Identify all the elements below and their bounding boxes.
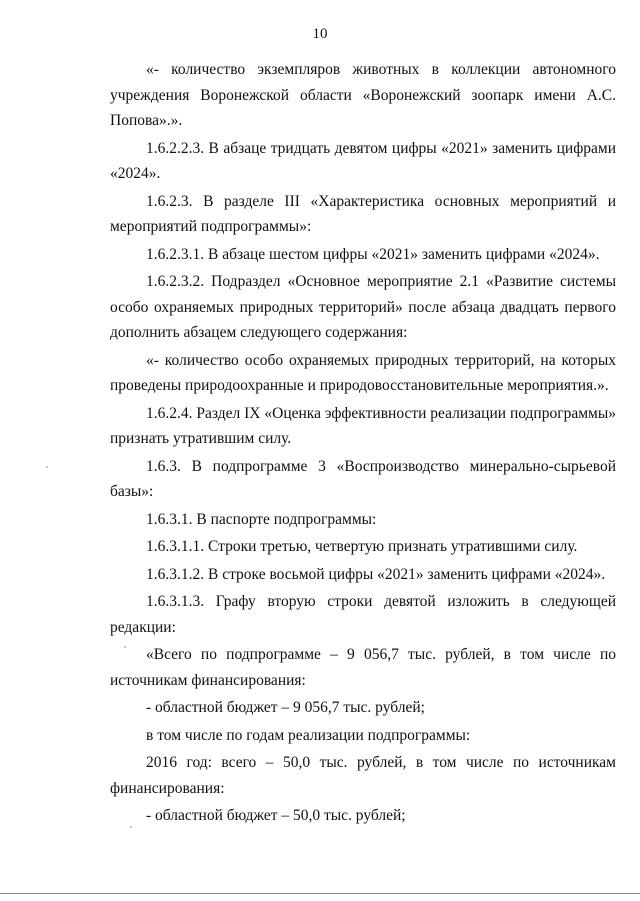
paragraph: - областной бюджет – 50,0 тыс. рублей;	[146, 807, 406, 824]
paragraph: 1.6.2.3.1. В абзаце шестом цифры «2021» заменить цифрами «2024».	[146, 245, 600, 263]
paragraph: «- количество экземпляров животных в коллекции автономного учреждения Воронежской области «Воронежский зоопарк имени А.С. Попова».».	[110, 61, 616, 129]
paragraph: 1.6.2.3.2. Подраздел «Основное мероприятие 2.1 «Развитие системы особо охраняемых природных территорий» после абзаца двадцать первого дополнить абзацем следующего содержания:	[110, 273, 616, 341]
paragraph: «Всего по подпрограмме – 9 056,7 тыс. рублей, в том числе по источникам финансирования:	[110, 646, 616, 689]
scan-speck	[124, 646, 126, 648]
paragraph: 1.6.3.1.2. В строке восьмой цифры «2021» заменить цифрами «2024».	[146, 565, 606, 583]
paragraph: 1.6.2.4. Раздел IX «Оценка эффективности реализации подпрограммы» признать утратившим силу.	[110, 404, 616, 447]
paragraph: 1.6.3.1.3. Графу вторую строки девятой изложить в следующей редакции:	[110, 593, 616, 636]
page-bottom-edge	[0, 893, 640, 894]
paragraph: в том числе по годам реализации подпрограммы:	[146, 726, 471, 744]
paragraph: - областной бюджет – 9 056,7 тыс. рублей;	[146, 699, 425, 716]
paragraph: 1.6.3.1.1. Строки третью, четвертую признать утратившими силу.	[146, 538, 578, 555]
paragraph: 1.6.3. В подпрограмме 3 «Воспроизводство минерально-сырьевой базы»:	[110, 457, 616, 500]
scan-speck	[46, 466, 48, 468]
paragraph: 2016 год: всего – 50,0 тыс. рублей, в том числе по источникам финансирования:	[110, 754, 616, 797]
paragraph: 1.6.2.3. В разделе III «Характеристика основных мероприятий и мероприятий подпрограммы»:	[110, 192, 616, 235]
paragraph: «- количество особо охраняемых природных территорий, на которых проведены природоохранные и природовосстановительные мероприятия.».	[110, 351, 616, 394]
scan-speck	[130, 826, 132, 828]
paragraph: 1.6.3.1. В паспорте подпрограммы:	[146, 510, 377, 528]
page-number: 10	[312, 26, 328, 42]
paragraph: 1.6.2.2.3. В абзаце тридцать девятом цифры «2021» заменить цифрами «2024».	[110, 139, 616, 182]
document-body	[110, 57, 616, 829]
